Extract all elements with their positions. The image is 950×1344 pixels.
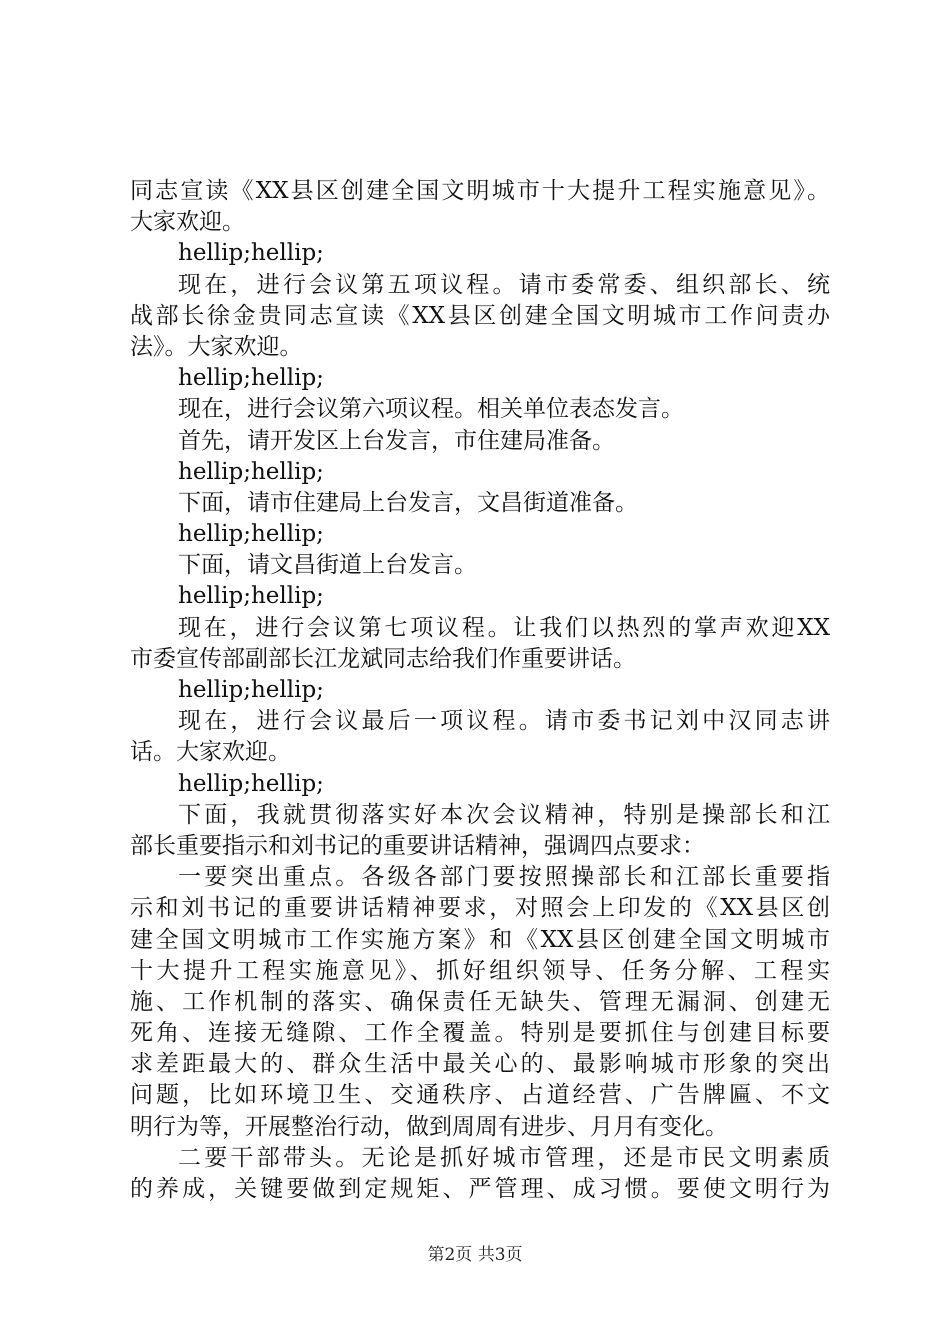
text-line: 话。大家欢迎。 [130, 739, 291, 766]
text-line: hellip;hellip; [178, 521, 324, 548]
text-line: 十大提升工程实施意见》、抓好组织领导、任务分解、工程实 [130, 957, 830, 984]
text-line: hellip;hellip; [178, 365, 324, 392]
text-line: 示和刘书记的重要讲话精神要求，对照会上印发的《XX县区创 [130, 895, 830, 922]
text-line: 一要突出重点。各级各部门要按照操部长和江部长重要指 [178, 864, 830, 891]
text-line: 下面，我就贯彻落实好本次会议精神，特别是操部长和江 [178, 801, 830, 828]
text-line: 同志宣读《XX县区创建全国文明城市十大提升工程实施意见》。 [130, 178, 830, 204]
text-line: 首先，请开发区上台发言，市住建局准备。 [178, 427, 615, 454]
text-line: 的养成，关键要做到定规矩、严管理、成习惯。要使文明行为 [130, 1176, 830, 1202]
text-line: 现在，进行会议第六项议程。相关单位表态发言。 [178, 396, 684, 423]
text-line: 明行为等，开展整治行动，做到周周有进步、月月有变化。 [130, 1113, 728, 1140]
text-line: 下面，请文昌街道上台发言。 [178, 552, 477, 579]
document-body [130, 176, 830, 1205]
text-line: hellip;hellip; [178, 770, 324, 797]
text-line: 下面，请市住建局上台发言，文昌街道准备。 [178, 489, 638, 516]
text-line: hellip;hellip; [178, 240, 324, 267]
text-line: 施、工作机制的落实、确保责任无缺失、管理无漏洞、创建无 [130, 988, 830, 1015]
text-line: 问题，比如环境卫生、交通秩序、占道经营、广告牌匾、不文 [130, 1082, 830, 1109]
text-line: 市委宣传部副部长江龙斌同志给我们作重要讲话。 [130, 645, 636, 672]
text-line: 大家欢迎。 [130, 209, 245, 236]
text-line: 法》。大家欢迎。 [130, 333, 303, 360]
text-line: 建全国文明城市工作实施方案》和《XX县区创建全国文明城市 [130, 926, 830, 953]
text-line: 二要干部带头。无论是抓好城市管理，还是市民文明素质 [178, 1144, 830, 1171]
text-line: 部长重要指示和刘书记的重要讲话精神，强调四点要求： [130, 832, 705, 859]
text-line: 现在，进行会议最后一项议程。请市委书记刘中汉同志讲 [178, 708, 830, 735]
text-line: hellip;hellip; [178, 458, 324, 485]
text-line: 死角、连接无缝隙、工作全覆盖。特别是要抓住与创建目标要 [130, 1020, 830, 1047]
text-line: 现在，进行会议第五项议程。请市委常委、组织部长、统 [178, 271, 830, 298]
text-line: hellip;hellip; [178, 583, 324, 610]
text-line: 战部长徐金贵同志宣读《XX县区创建全国文明城市工作问责办 [130, 302, 830, 329]
text-line: 现在，进行会议第七项议程。让我们以热烈的掌声欢迎XX [178, 614, 830, 641]
text-line: hellip;hellip; [178, 677, 324, 703]
text-line: 求差距最大的、群众生活中最关心的、最影响城市形象的突出 [130, 1051, 830, 1078]
page-footer: 第2页 共3页 [427, 1245, 523, 1265]
